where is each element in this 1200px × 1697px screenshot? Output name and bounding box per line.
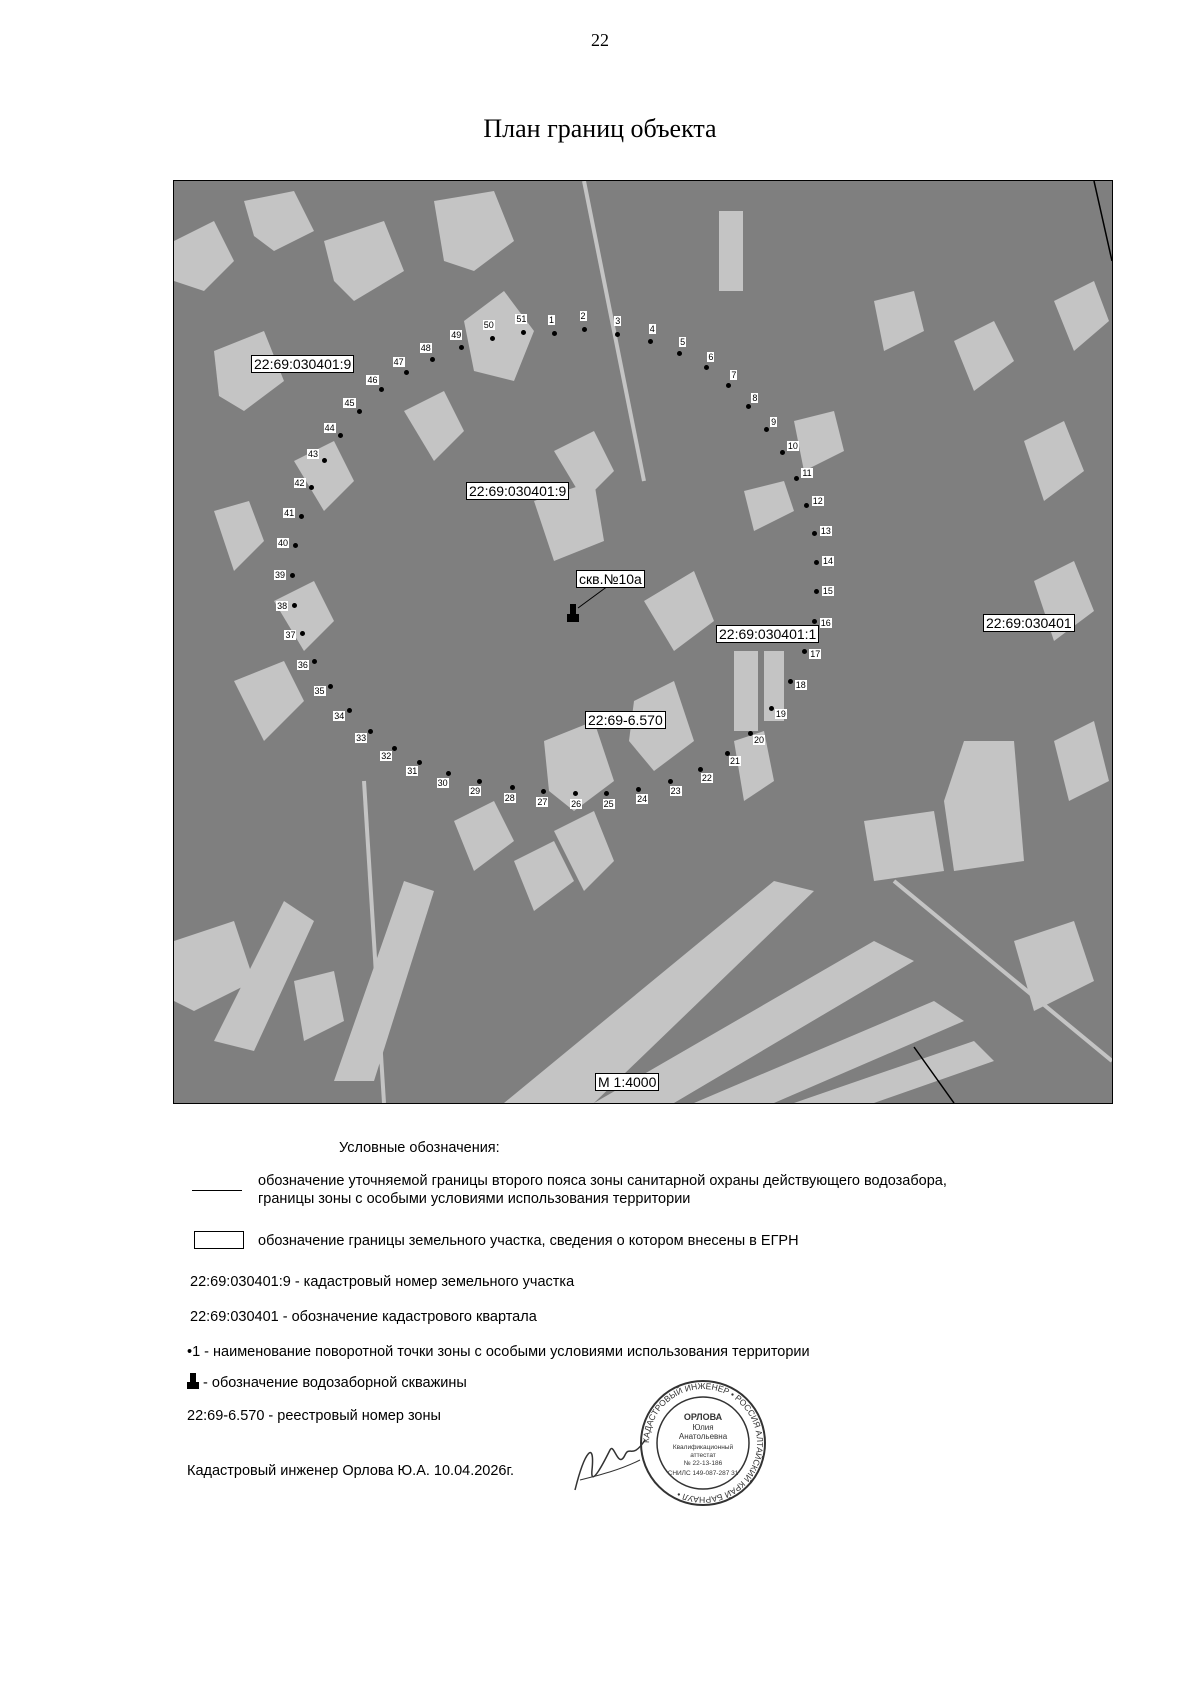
map-frame <box>173 180 1113 1104</box>
boundary-point-dot <box>573 791 578 796</box>
boundary-point-dot <box>552 331 557 336</box>
map-imagery <box>174 181 1112 1103</box>
legend-line-text-2: границы зоны с особыми условиями использования территории <box>258 1191 691 1207</box>
boundary-point-label: 26 <box>571 798 582 809</box>
parcel-label-1: 22:69:030401:1 <box>716 625 819 643</box>
boundary-point-label: 19 <box>775 708 786 719</box>
boundary-point-dot <box>704 365 709 370</box>
boundary-point-label: 11 <box>802 468 812 479</box>
boundary-point-label: 37 <box>285 630 296 641</box>
stamp-cert-3: № 22-13-186 <box>683 1460 723 1467</box>
stamp-name-2: Юлия <box>692 1423 714 1432</box>
legend-line-text <box>258 1172 947 1208</box>
zone-label: 22:69-6.570 <box>585 711 666 729</box>
boundary-point-dot <box>604 791 609 796</box>
boundary-point-label: 46 <box>367 374 378 385</box>
boundary-point-dot <box>446 771 451 776</box>
boundary-point-dot <box>668 779 673 784</box>
stamp-ring-text: КАДАСТРОВЫЙ ИНЖЕНЕР • РОССИЯ АЛТАЙСКИЙ КРАЙ БАРНАУЛ • <box>640 1380 766 1506</box>
boundary-point-label: 27 <box>537 796 548 807</box>
boundary-point-label: 10 <box>787 440 798 451</box>
boundary-point-label: 23 <box>670 785 681 796</box>
boundary-point-dot <box>490 336 495 341</box>
legend-line-text-1: обозначение уточняемой границы второго пояса зоны санитарной охраны действующего водозабора, <box>258 1173 947 1189</box>
stamp-snils: СНИЛС 149-087-287 31 <box>667 1470 739 1477</box>
stamp-cert-1: Квалификационный <box>672 1444 734 1451</box>
boundary-point-dot <box>648 339 653 344</box>
boundary-point-label: 16 <box>820 617 831 628</box>
boundary-point-dot <box>404 370 409 375</box>
boundary-point-dot <box>788 679 793 684</box>
boundary-point-dot <box>746 404 751 409</box>
boundary-point-dot <box>459 345 464 350</box>
boundary-point-label: 22 <box>701 772 712 783</box>
boundary-point-label: 35 <box>314 685 325 696</box>
stamp-cert-2: аттестат <box>690 1452 716 1459</box>
boundary-point-dot <box>812 531 817 536</box>
boundary-point-dot <box>677 351 682 356</box>
legend-cadastral-quarter: 22:69:030401 - обозначение кадастрового квартала <box>190 1309 537 1325</box>
boundary-point-dot <box>300 631 305 636</box>
legend-cadastral-number: 22:69:030401:9 - кадастровый номер земельного участка <box>190 1274 575 1290</box>
boundary-point-dot <box>292 603 297 608</box>
legend-heading: Условные обозначения: <box>339 1140 500 1156</box>
boundary-point-dot <box>338 433 343 438</box>
boundary-point-label: 7 <box>731 370 737 381</box>
boundary-point-label: 6 <box>708 351 714 362</box>
quarter-label: 22:69:030401 <box>983 614 1075 632</box>
boundary-point-label: 49 <box>451 329 462 340</box>
well-icon <box>187 1373 199 1389</box>
boundary-point-dot <box>299 514 304 519</box>
boundary-point-dot <box>309 485 314 490</box>
boundary-point-label: 5 <box>680 336 686 347</box>
boundary-point-label: 15 <box>822 586 833 597</box>
boundary-point-dot <box>726 383 731 388</box>
engineer-stamp <box>638 1378 768 1508</box>
boundary-point-dot <box>780 450 785 455</box>
boundary-point-label: 3 <box>615 316 621 327</box>
boundary-point-dot <box>794 476 799 481</box>
boundary-point-label: 34 <box>334 711 345 722</box>
boundary-point-label: 39 <box>275 569 286 580</box>
boundary-point-label: 31 <box>407 765 418 776</box>
boundary-point-dot <box>312 659 317 664</box>
boundary-point-label: 36 <box>297 659 308 670</box>
parcel-label-nw: 22:69:030401:9 <box>251 355 354 373</box>
boundary-point-label: 8 <box>752 392 758 403</box>
boundary-point-label: 42 <box>294 477 305 488</box>
boundary-point-dot <box>293 543 298 548</box>
boundary-point-label: 38 <box>277 601 288 611</box>
boundary-point-label: 20 <box>754 734 765 745</box>
boundary-point-label: 25 <box>603 798 614 809</box>
boundary-point-dot <box>636 787 641 792</box>
boundary-point-label: 14 <box>822 556 833 567</box>
parcel-label-center: 22:69:030401:9 <box>466 482 569 500</box>
boundary-point-label: 51 <box>516 314 527 325</box>
stamp-name-3: Анатольевна <box>678 1432 728 1441</box>
legend-line-sample <box>192 1190 242 1191</box>
boundary-point-dot <box>582 327 587 332</box>
boundary-point-dot <box>477 779 482 784</box>
legend-parcel-text: обозначение границы земельного участка, сведения о котором внесены в ЕГРН <box>258 1233 799 1249</box>
boundary-point-dot <box>328 684 333 689</box>
boundary-point-label: 50 <box>483 320 494 331</box>
boundary-point-label: 4 <box>649 324 655 334</box>
legend-parcel-sample <box>194 1231 244 1249</box>
stamp-name-1: ОРЛОВА <box>683 1412 723 1422</box>
boundary-point-label: 43 <box>308 449 319 460</box>
boundary-point-dot <box>430 357 435 362</box>
boundary-point-label: 44 <box>324 422 335 433</box>
boundary-point-dot <box>804 503 809 508</box>
boundary-point-label: 33 <box>356 733 367 744</box>
page-number: 22 <box>591 30 609 50</box>
boundary-point-dot <box>357 409 362 414</box>
boundary-point-dot <box>541 789 546 794</box>
boundary-point-dot <box>812 619 817 624</box>
boundary-point-label: 21 <box>730 755 741 766</box>
boundary-point-dot <box>615 332 620 337</box>
boundary-point-dot <box>379 387 384 392</box>
boundary-point-label: 13 <box>820 525 831 536</box>
boundary-point-label: 9 <box>771 416 777 427</box>
well-label: скв.№10а <box>576 570 645 588</box>
boundary-point-dot <box>521 330 526 335</box>
boundary-point-dot <box>814 589 819 594</box>
boundary-point-label: 2 <box>580 311 586 322</box>
page-title: План границ объекта <box>483 114 717 143</box>
boundary-point-label: 30 <box>437 777 448 788</box>
boundary-point-label: 1 <box>549 315 555 325</box>
boundary-point-label: 12 <box>812 496 823 507</box>
boundary-point-dot <box>698 767 703 772</box>
boundary-point-dot <box>802 649 807 654</box>
boundary-point-label: 24 <box>637 794 648 805</box>
boundary-point-label: 47 <box>393 356 404 367</box>
boundary-point-label: 18 <box>795 680 806 691</box>
boundary-point-label: 28 <box>504 792 515 803</box>
boundary-point-dot <box>814 560 819 565</box>
legend-well-row <box>187 1373 467 1391</box>
legend-registry-zone: 22:69-6.570 - реестровый номер зоны <box>187 1408 441 1424</box>
boundary-point-dot <box>392 746 397 751</box>
scale-label: М 1:4000 <box>595 1073 659 1091</box>
boundary-point-dot <box>769 706 774 711</box>
legend-turning-point: •1 - наименование поворотной точки зоны с особыми условиями использования территории <box>187 1344 810 1360</box>
boundary-point-label: 32 <box>381 751 392 762</box>
engineer-signature-line: Кадастровый инженер Орлова Ю.А. 10.04.2026г. <box>187 1463 515 1479</box>
boundary-point-label: 29 <box>470 786 481 797</box>
legend-well-text: - обозначение водозаборной скважины <box>203 1375 467 1391</box>
boundary-point-dot <box>764 427 769 432</box>
boundary-point-label: 48 <box>420 342 431 353</box>
boundary-point-dot <box>417 760 422 765</box>
boundary-point-dot <box>368 729 373 734</box>
boundary-point-label: 40 <box>278 538 289 549</box>
boundary-point-dot <box>510 785 515 790</box>
boundary-point-dot <box>290 573 295 578</box>
boundary-point-label: 45 <box>344 397 355 408</box>
boundary-point-dot <box>347 708 352 713</box>
boundary-point-label: 17 <box>810 649 821 660</box>
boundary-point-label: 41 <box>284 507 295 518</box>
boundary-point-dot <box>322 458 327 463</box>
